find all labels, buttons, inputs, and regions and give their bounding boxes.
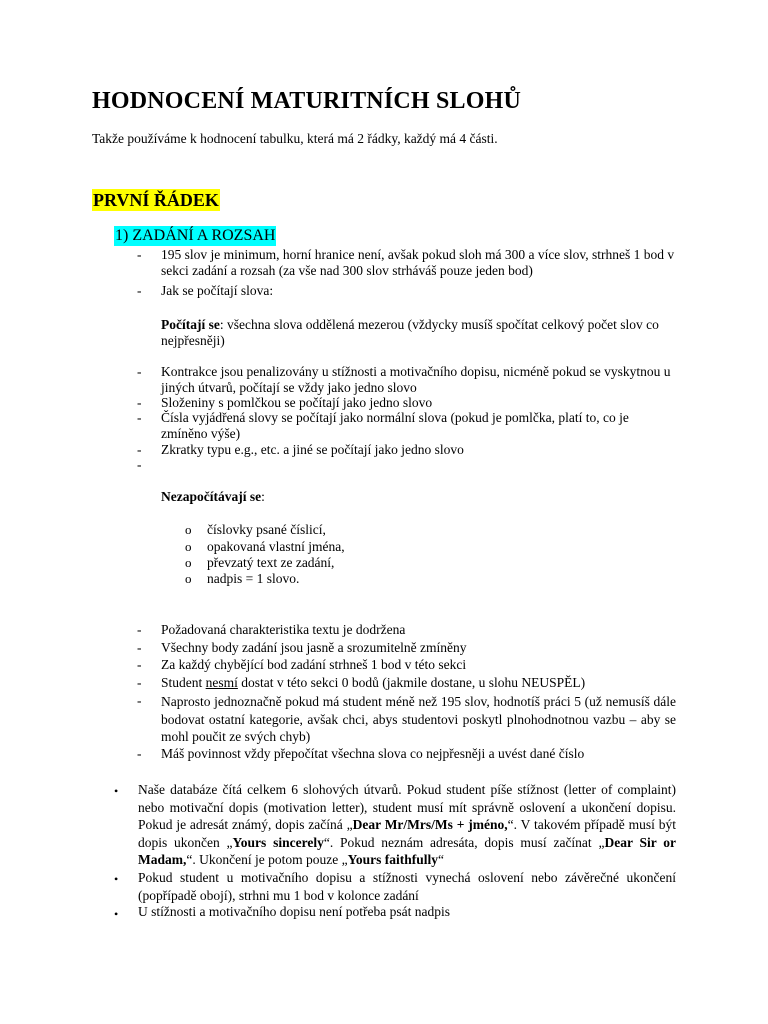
- dash-marker: -: [137, 395, 142, 410]
- subsection-heading: 1) ZADÁNÍ A ROZSAH: [115, 227, 276, 244]
- bullet-text: “. Ukončení je potom pouze „: [186, 852, 348, 867]
- salutation-known: Dear Mr/Mrs/Ms + jméno,: [352, 817, 508, 832]
- list-item-text: dostat v této sekci 0 bodů (jakmile dostane, u slohu NEUSPĚL): [237, 675, 586, 690]
- dash-marker: -: [137, 657, 142, 672]
- list-item: Jak se počítají slova:: [161, 283, 274, 298]
- bullet-marker: •: [114, 872, 119, 886]
- sub-list-item: opakovaná vlastní jména,: [207, 539, 345, 554]
- list-item: Čísla vyjádřená slovy se počítají jako normální slova (pokud je pomlčka, platí to, co je zmíněno výše): [161, 410, 629, 441]
- list-item: Zkratky typu e.g., etc. a jiné se počítají jako jedno slovo: [161, 442, 464, 457]
- list-item: Za každý chybějící bod zadání strhneš 1 bod v této sekci: [161, 657, 467, 672]
- counted-text: : všechna slova oddělená mezerou (vždycky musíš spočítat celkový počet slov co nejpřesněji): [161, 317, 659, 348]
- list-item: Požadovaná charakteristika textu je dodržena: [161, 622, 406, 637]
- bullet-text: Naše databáze čítá celkem 6 slohových útvarů. Pokud student píše stížnost (letter of complaint) nebo motivační dopis (motivation letter), student musí mít správně oslovení a ukončení dopisu. Pokud je adresát známý, dopis začíná „: [138, 782, 676, 832]
- circle-marker: o: [185, 539, 192, 554]
- dash-marker: -: [137, 283, 142, 298]
- dash-marker: -: [137, 457, 142, 472]
- dash-marker: -: [137, 622, 142, 637]
- intro-paragraph: Takže používáme k hodnocení tabulku, která má 2 řádky, každý má 4 části.: [92, 131, 498, 146]
- dash-marker: -: [137, 442, 142, 457]
- bullet-text: “. V takovém případě musí být dopis ukončen „: [138, 817, 676, 850]
- dash-marker: -: [137, 693, 142, 708]
- not-counted-colon: :: [261, 489, 265, 504]
- list-item-text: Student: [161, 675, 206, 690]
- bullet-marker: •: [114, 907, 119, 921]
- dash-marker: -: [137, 410, 142, 425]
- bullet-item: [138, 781, 676, 869]
- list-item: Máš povinnost vždy přepočítat všechna slova co nejpřesněji a uvést dané číslo: [161, 746, 585, 761]
- circle-marker: o: [185, 571, 192, 586]
- closing-faithfully: Yours faithfully: [347, 852, 438, 867]
- list-item: [161, 675, 676, 691]
- list-item: Složeniny s pomlčkou se počítají jako jedno slovo: [161, 395, 433, 410]
- salutation-unknown: Dear Sir or Madam,: [138, 834, 676, 867]
- list-item: Naprosto jednoznačně pokud má student méně než 195 slov, hodnotíš práci 5 (už nemusíš dále bodovat ostatní kategorie, avšak chci, abys studentovi poskytl plnohodnotnou vazbu – aby se mohl poučit ze svých chyb): [161, 694, 676, 744]
- closing-sincerely: Yours sincerely: [232, 834, 324, 850]
- counted-paragraph: [161, 317, 676, 349]
- not-counted-label: Nezapočítávají se: [161, 489, 262, 504]
- bullet-text: “. Pokud neznám adresáta, dopis musí začínat „: [323, 834, 605, 850]
- dash-marker: -: [137, 364, 142, 379]
- dash-marker: -: [137, 675, 142, 690]
- list-item: Všechny body zadání jsou jasně a srozumitelně zmíněny: [161, 640, 467, 655]
- underlined-word: nesmí: [205, 675, 238, 690]
- bullet-item: U stížnosti a motivačního dopisu není potřeba psát nadpis: [138, 904, 450, 919]
- sub-list-item: nadpis = 1 slovo.: [207, 571, 300, 586]
- circle-marker: o: [185, 555, 192, 570]
- bullet-item: Pokud student u motivačního dopisu a stížnosti vynechá oslovení nebo závěrečné ukončení (popřípadě obojí), strhni mu 1 bod v kolonce zadání: [138, 870, 676, 903]
- bullet-text: “: [437, 852, 444, 867]
- counted-label: Počítají se: [161, 317, 220, 332]
- list-item: Kontrakce jsou penalizovány u stížnosti a motivačního dopisu, nicméně pokud se vyskytnou u jiných útvarů, počítají se vždy jako jedno slovo: [161, 364, 671, 395]
- bullet-marker: •: [114, 784, 119, 798]
- section-heading: PRVNÍ ŘÁDEK: [93, 190, 219, 210]
- page-title: HODNOCENÍ MATURITNÍCH SLOHŮ: [92, 88, 521, 114]
- list-item: 195 slov je minimum, horní hranice není, avšak pokud sloh má 300 a více slov, strhneš 1 bod v sekci zadání a rozsah (za vše nad 300 slov strháváš pouze jeden bod): [161, 247, 675, 278]
- sub-list-item: převzatý text ze zadání,: [207, 555, 335, 570]
- not-counted-heading: [161, 489, 676, 505]
- circle-marker: o: [185, 522, 192, 537]
- dash-marker: -: [137, 247, 142, 262]
- sub-list-item: číslovky psané číslicí,: [207, 522, 326, 537]
- dash-marker: -: [137, 640, 142, 655]
- dash-marker: -: [137, 746, 142, 761]
